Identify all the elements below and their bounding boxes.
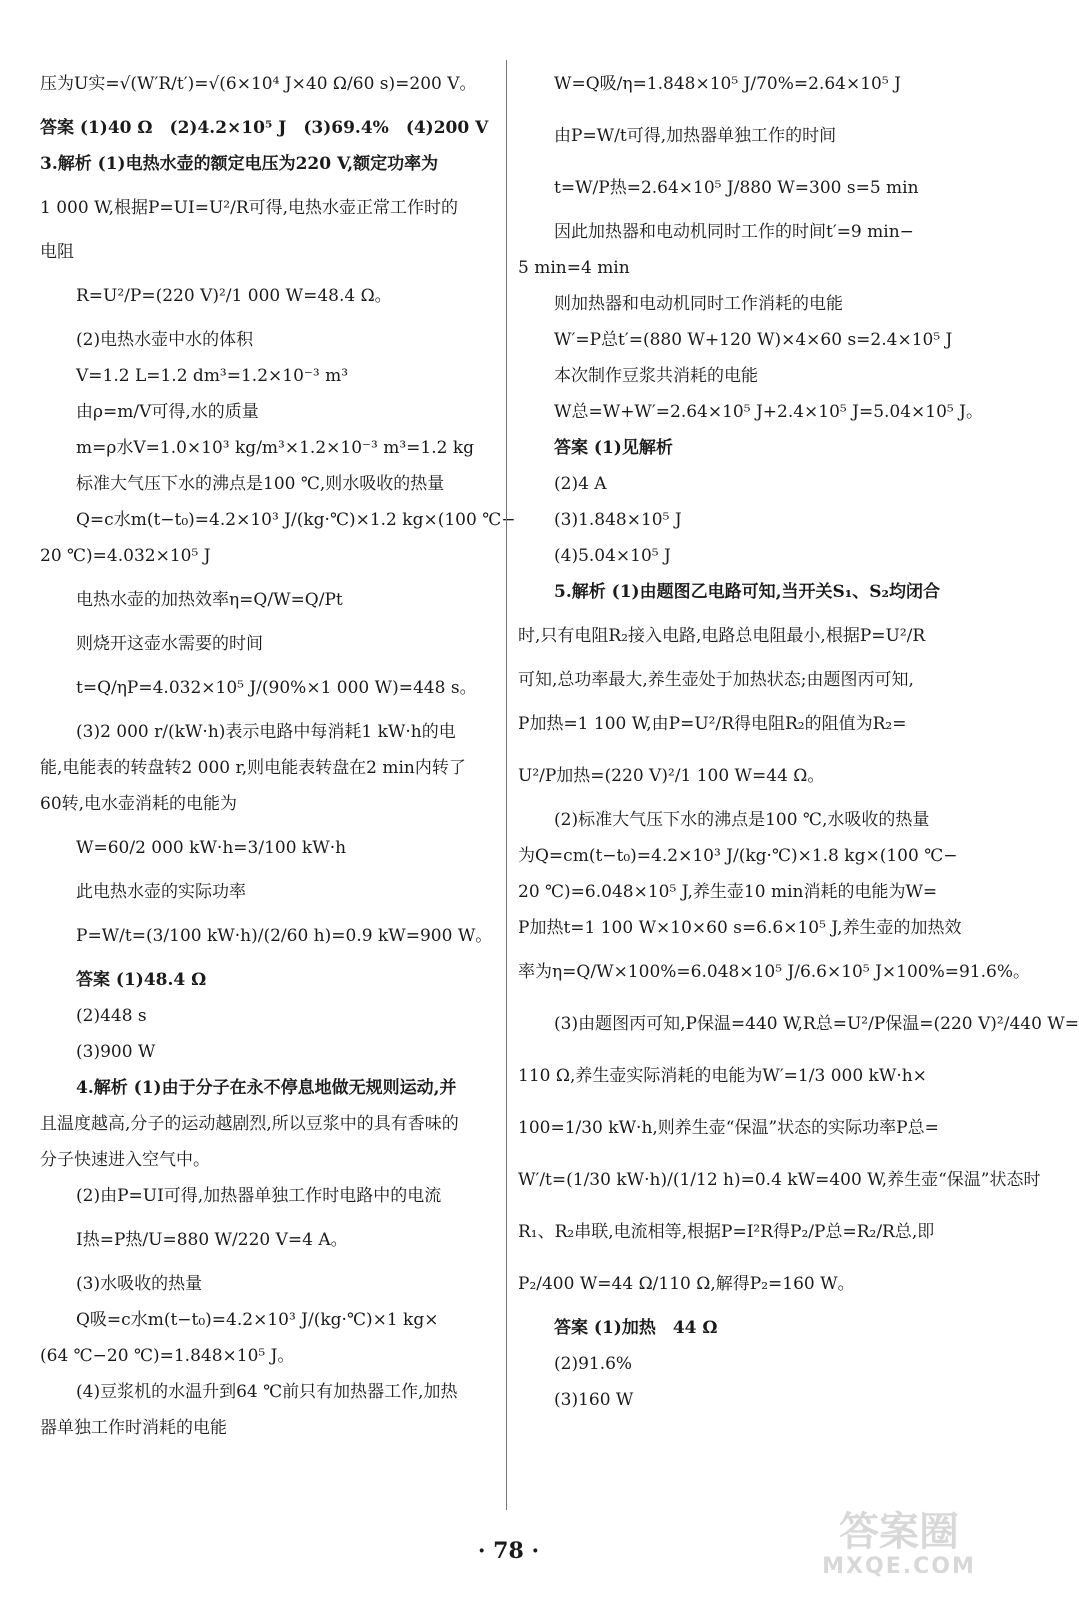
text-line: 器单独工作时消耗的电能 [40, 1418, 227, 1438]
watermark-logo-text: 答案圈 [839, 1509, 959, 1555]
text-line: W′/t=(1/30 kW·h)/(1/12 h)=0.4 kW=400 W,养生壶“保温”状态时 [518, 1170, 1041, 1190]
text-line: 由ρ=m/V可得,水的质量 [76, 402, 259, 422]
text-line: t=W/P热=2.64×10⁵ J/880 W=300 s=5 min [554, 178, 919, 198]
page-number: · 78 · [477, 1538, 540, 1564]
text-line: P₂/400 W=44 Ω/110 Ω,解得P₂=160 W。 [518, 1274, 855, 1294]
text-line: 答案 (1)见解析 [554, 438, 673, 458]
text-line: 则加热器和电动机同时工作消耗的电能 [554, 294, 843, 314]
text-line: 1 000 W,根据P=UI=U²/R可得,电热水壶正常工作时的 [40, 198, 459, 218]
text-line: (4)5.04×10⁵ J [554, 546, 671, 566]
text-line: 60转,电水壶消耗的电能为 [40, 794, 238, 814]
text-line: (2)电热水壶中水的体积 [76, 330, 254, 350]
text-line: 答案 (1)48.4 Ω [76, 970, 207, 990]
text-line: R=U²/P=(220 V)²/1 000 W=48.4 Ω。 [76, 286, 392, 306]
text-line: W=60/2 000 kW·h=3/100 kW·h [76, 838, 347, 858]
watermark-url: MXQE.COM [822, 1554, 976, 1579]
text-line: R₁、R₂串联,电流相等,根据P=I²R得P₂/P总=R₂/R总,即 [518, 1222, 935, 1242]
text-line: (2)448 s [76, 1006, 147, 1026]
text-line: W=Q吸/η=1.848×10⁵ J/70%=2.64×10⁵ J [554, 74, 901, 94]
text-line: W′=P总t′=(880 W+120 W)×4×60 s=2.4×10⁵ J [554, 330, 953, 350]
text-line: W总=W+W′=2.64×10⁵ J+2.4×10⁵ J=5.04×10⁵ J。 [554, 402, 983, 422]
text-line: 且温度越高,分子的运动越剧烈,所以豆浆中的具有香味的 [40, 1114, 459, 1134]
text-line: (2)标准大气压下水的沸点是100 ℃,水吸收的热量 [554, 810, 930, 830]
text-line: P=W/t=(3/100 kW·h)/(2/60 h)=0.9 kW=900 W。 [76, 926, 493, 946]
text-line: 由P=W/t可得,加热器单独工作的时间 [554, 126, 837, 146]
text-line: 5 min=4 min [518, 258, 630, 278]
text-line: (3)1.848×10⁵ J [554, 510, 682, 530]
text-line: 此电热水壶的实际功率 [76, 882, 246, 902]
text-line: 本次制作豆浆共消耗的电能 [554, 366, 758, 386]
text-line: (64 ℃−20 ℃)=1.848×10⁵ J。 [40, 1346, 295, 1366]
column-divider [506, 60, 507, 1510]
text-line: 电阻 [40, 242, 74, 262]
text-line: 4.解析 (1)由于分子在永不停息地做无规则运动,并 [76, 1078, 457, 1098]
text-line: Q吸=c水m(t−t₀)=4.2×10³ J/(kg·℃)×1 kg× [76, 1310, 439, 1330]
text-line: 100=1/30 kW·h,则养生壶“保温”状态的实际功率P总= [518, 1118, 939, 1138]
text-line: Q=c水m(t−t₀)=4.2×10³ J/(kg·℃)×1.2 kg×(100 ℃− [76, 510, 516, 530]
text-line: (3)水吸收的热量 [76, 1274, 203, 1294]
text-line: 能,电能表的转盘转2 000 r,则电能表转盘在2 min内转了 [40, 758, 466, 778]
text-line: 答案 (1)40 Ω (2)4.2×10⁵ J (3)69.4% (4)200 V [40, 118, 489, 138]
text-line: 电热水壶的加热效率η=Q/W=Q/Pt [76, 590, 343, 610]
text-line: m=ρ水V=1.0×10³ kg/m³×1.2×10⁻³ m³=1.2 kg [76, 438, 475, 458]
text-line: 为Q=cm(t−t₀)=4.2×10³ J/(kg·℃)×1.8 kg×(100 ℃− [518, 846, 958, 866]
text-line: (2)4 A [554, 474, 607, 494]
text-line: t=Q/ηP=4.032×10⁵ J/(90%×1 000 W)=448 s。 [76, 678, 477, 698]
text-line: 分子快速进入空气中。 [40, 1150, 210, 1170]
right-column [518, 58, 1079, 1540]
text-line: 率为η=Q/W×100%=6.048×10⁵ J/6.6×10⁵ J×100%=91.6%。 [518, 962, 1031, 982]
text-line: P加热=1 100 W,由P=U²/R得电阻R₂的阻值为R₂= [518, 714, 907, 734]
text-line: 110 Ω,养生壶实际消耗的电能为W′=1/3 000 kW·h× [518, 1066, 927, 1086]
text-line: 3.解析 (1)电热水壶的额定电压为220 V,额定功率为 [40, 154, 439, 174]
text-line: (2)91.6% [554, 1354, 633, 1374]
text-line: 因此加热器和电动机同时工作的时间t′=9 min− [554, 222, 914, 242]
text-line: I热=P热/U=880 W/220 V=4 A。 [76, 1230, 348, 1250]
text-line: (4)豆浆机的水温升到64 ℃前只有加热器工作,加热 [76, 1382, 458, 1402]
text-line: 时,只有电阻R₂接入电路,电路总电阻最小,根据P=U²/R [518, 626, 926, 646]
text-line: 则烧开这壶水需要的时间 [76, 634, 263, 654]
text-line: (3)2 000 r/(kW·h)表示电路中每消耗1 kW·h的电 [76, 722, 456, 742]
text-line: 可知,总功率最大,养生壶处于加热状态;由题图丙可知, [518, 670, 914, 690]
text-line: V=1.2 L=1.2 dm³=1.2×10⁻³ m³ [76, 366, 349, 386]
text-line: 标准大气压下水的沸点是100 ℃,则水吸收的热量 [76, 474, 445, 494]
text-line: (3)900 W [76, 1042, 156, 1062]
text-line: 20 ℃)=4.032×10⁵ J [40, 546, 211, 566]
text-line: 压为U实=√(W′R/t′)=√(6×10⁴ J×40 Ω/60 s)=200 V。 [40, 74, 477, 94]
text-line: (3)160 W [554, 1390, 634, 1410]
text-line: (2)由P=UI可得,加热器单独工作时电路中的电流 [76, 1186, 442, 1206]
text-line: 答案 (1)加热 44 Ω [554, 1318, 718, 1338]
text-line: P加热t=1 100 W×10×60 s=6.6×10⁵ J,养生壶的加热效 [518, 918, 962, 938]
watermark-logo [799, 1510, 999, 1590]
text-line: 20 ℃)=6.048×10⁵ J,养生壶10 min消耗的电能为W= [518, 882, 938, 902]
text-line: U²/P加热=(220 V)²/1 100 W=44 Ω。 [518, 766, 825, 786]
text-line: (3)由题图丙可知,P保温=440 W,R总=U²/P保温=(220 V)²/440 W= [554, 1014, 1079, 1034]
left-column [40, 58, 516, 1540]
text-line: 5.解析 (1)由题图乙电路可知,当开关S₁、S₂均闭合 [554, 582, 940, 602]
